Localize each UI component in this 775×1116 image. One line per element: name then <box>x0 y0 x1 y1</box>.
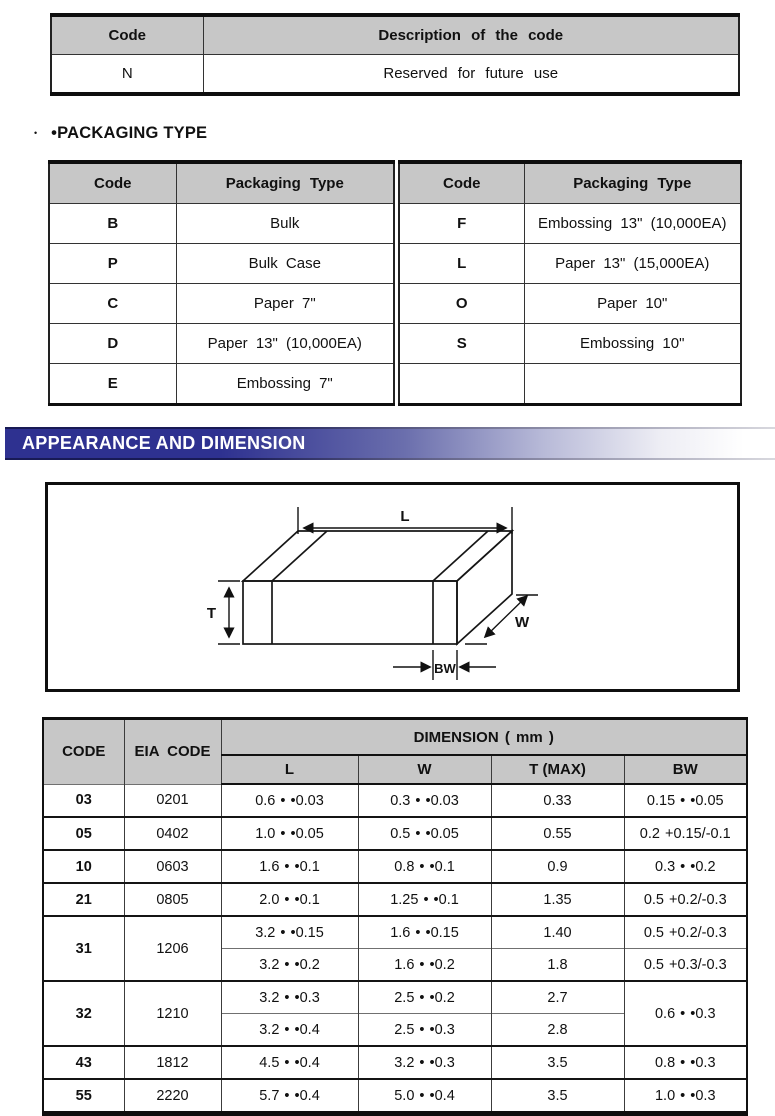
table-row <box>399 284 741 324</box>
table-row <box>43 883 747 916</box>
dimension-t <box>207 581 240 644</box>
bw-cell: 0.3 • •0.2 <box>624 850 747 883</box>
dim-label-t: T <box>206 605 216 622</box>
bullet-icon: • <box>34 128 38 138</box>
type-cell: Bulk <box>176 204 394 244</box>
code-description-table <box>50 13 740 96</box>
l-cell: 1.0 • •0.05 <box>221 817 358 850</box>
t-cell: 3.5 <box>491 1079 624 1114</box>
l-cell: 2.0 • •0.1 <box>221 883 358 916</box>
table-header-row <box>399 162 741 204</box>
code-cell: N <box>51 55 203 95</box>
table-row <box>399 244 741 284</box>
w-cell: 0.8 • •0.1 <box>358 850 491 883</box>
t-cell: 2.7 <box>491 981 624 1014</box>
eia-cell: 1206 <box>124 916 221 981</box>
eia-code-column-header: EIA CODE <box>124 719 221 785</box>
table-row <box>43 817 747 850</box>
w-cell: 0.5 • •0.05 <box>358 817 491 850</box>
l-cell: 0.6 • •0.03 <box>221 784 358 817</box>
packaging-type-title: •PACKAGING TYPE <box>51 123 208 142</box>
l-cell: 3.2 • •0.15 <box>221 916 358 949</box>
eia-cell: 0805 <box>124 883 221 916</box>
code-column-header: Code <box>51 15 203 55</box>
t-cell: 1.35 <box>491 883 624 916</box>
l-cell: 4.5 • •0.4 <box>221 1046 358 1079</box>
code-column-header: CODE <box>43 719 124 785</box>
table-row <box>399 364 741 405</box>
table-row <box>49 284 394 324</box>
bw-cell: 0.6 • •0.3 <box>624 981 747 1046</box>
packaging-table-left <box>48 160 395 406</box>
type-cell <box>524 364 741 405</box>
table-row <box>49 244 394 284</box>
t-cell: 0.33 <box>491 784 624 817</box>
packaging-table-right <box>398 160 742 406</box>
dimension-table <box>42 717 748 1116</box>
code-cell: C <box>49 284 176 324</box>
eia-cell: 1812 <box>124 1046 221 1079</box>
code-cell: 05 <box>43 817 124 850</box>
code-column-header: Code <box>49 162 176 204</box>
type-cell: Embossing 13" (10,000EA) <box>524 204 741 244</box>
dim-label-bw: BW <box>434 661 456 676</box>
eia-cell: 2220 <box>124 1079 221 1114</box>
bw-cell: 0.5 +0.2/-0.3 <box>624 916 747 949</box>
chip-dimension-diagram <box>48 485 737 689</box>
code-column-header: Code <box>399 162 524 204</box>
w-cell: 3.2 • •0.3 <box>358 1046 491 1079</box>
eia-cell: 0402 <box>124 817 221 850</box>
t-cell: 3.5 <box>491 1046 624 1079</box>
l-cell: 5.7 • •0.4 <box>221 1079 358 1114</box>
banner-title: APPEARANCE AND DIMENSION <box>22 433 306 453</box>
l-cell: 3.2 • •0.2 <box>221 949 358 982</box>
l-cell: 3.2 • •0.4 <box>221 1014 358 1047</box>
table-row <box>49 324 394 364</box>
eia-cell: 1210 <box>124 981 221 1046</box>
w-cell: 1.6 • •0.2 <box>358 949 491 982</box>
code-cell: F <box>399 204 524 244</box>
l-cell: 1.6 • •0.1 <box>221 850 358 883</box>
code-cell: 21 <box>43 883 124 916</box>
table-row <box>399 324 741 364</box>
table-header-row <box>49 162 394 204</box>
type-column-header: Packaging Type <box>176 162 394 204</box>
type-cell: Embossing 10" <box>524 324 741 364</box>
t-cell: 1.8 <box>491 949 624 982</box>
table-row <box>43 1079 747 1114</box>
description-cell: Reserved for future use <box>203 55 739 95</box>
dimension-mm-header: DIMENSION ( mm ) <box>221 719 747 756</box>
code-cell: S <box>399 324 524 364</box>
bw-cell: 0.5 +0.2/-0.3 <box>624 883 747 916</box>
dim-label-w: W <box>515 614 530 631</box>
packaging-tables <box>48 160 775 406</box>
table-row <box>49 204 394 244</box>
code-cell: 31 <box>43 916 124 981</box>
w-cell: 0.3 • •0.03 <box>358 784 491 817</box>
type-cell: Paper 13" (15,000EA) <box>524 244 741 284</box>
table-header-row <box>43 719 747 756</box>
l-column-header: L <box>221 755 358 784</box>
type-cell: Paper 13" (10,000EA) <box>176 324 394 364</box>
w-cell: 1.25 • •0.1 <box>358 883 491 916</box>
t-cell: 0.55 <box>491 817 624 850</box>
code-cell: 43 <box>43 1046 124 1079</box>
table-header-row <box>51 15 739 55</box>
t-max-column-header: T (MAX) <box>491 755 624 784</box>
w-cell: 5.0 • •0.4 <box>358 1079 491 1114</box>
table-row <box>43 981 747 1014</box>
type-cell: Bulk Case <box>176 244 394 284</box>
type-cell: Paper 10" <box>524 284 741 324</box>
table-row <box>49 364 394 405</box>
dimension-w <box>465 595 538 644</box>
eia-cell: 0603 <box>124 850 221 883</box>
w-cell: 2.5 • •0.3 <box>358 1014 491 1047</box>
w-cell: 1.6 • •0.15 <box>358 916 491 949</box>
code-cell: D <box>49 324 176 364</box>
t-cell: 0.9 <box>491 850 624 883</box>
packaging-type-heading <box>34 122 775 144</box>
l-cell: 3.2 • •0.3 <box>221 981 358 1014</box>
table-row <box>43 784 747 817</box>
code-cell: L <box>399 244 524 284</box>
table-row <box>43 916 747 949</box>
t-cell: 2.8 <box>491 1014 624 1047</box>
t-cell: 1.40 <box>491 916 624 949</box>
type-column-header: Packaging Type <box>524 162 741 204</box>
code-cell: 10 <box>43 850 124 883</box>
code-cell: P <box>49 244 176 284</box>
bw-column-header: BW <box>624 755 747 784</box>
code-cell: 32 <box>43 981 124 1046</box>
w-column-header: W <box>358 755 491 784</box>
eia-cell: 0201 <box>124 784 221 817</box>
w-cell: 2.5 • •0.2 <box>358 981 491 1014</box>
type-cell: Paper 7" <box>176 284 394 324</box>
description-column-header: Description of the code <box>203 15 739 55</box>
dimension-l <box>298 507 512 534</box>
type-cell: Embossing 7" <box>176 364 394 405</box>
appearance-diagram-frame <box>45 482 740 692</box>
bw-cell: 0.15 • •0.05 <box>624 784 747 817</box>
dimension-bw <box>393 650 496 680</box>
code-cell <box>399 364 524 405</box>
dim-label-l: L <box>400 508 410 525</box>
code-cell: O <box>399 284 524 324</box>
bw-cell: 0.2 +0.15/-0.1 <box>624 817 747 850</box>
table-row <box>43 1046 747 1079</box>
chip-body <box>243 531 512 644</box>
code-cell: 03 <box>43 784 124 817</box>
code-cell: B <box>49 204 176 244</box>
table-row <box>51 55 739 95</box>
code-cell: 55 <box>43 1079 124 1114</box>
table-row <box>399 204 741 244</box>
bw-cell: 0.8 • •0.3 <box>624 1046 747 1079</box>
bw-cell: 1.0 • •0.3 <box>624 1079 747 1114</box>
table-row <box>43 850 747 883</box>
bw-cell: 0.5 +0.3/-0.3 <box>624 949 747 982</box>
code-cell: E <box>49 364 176 405</box>
appearance-dimension-banner <box>5 427 775 460</box>
